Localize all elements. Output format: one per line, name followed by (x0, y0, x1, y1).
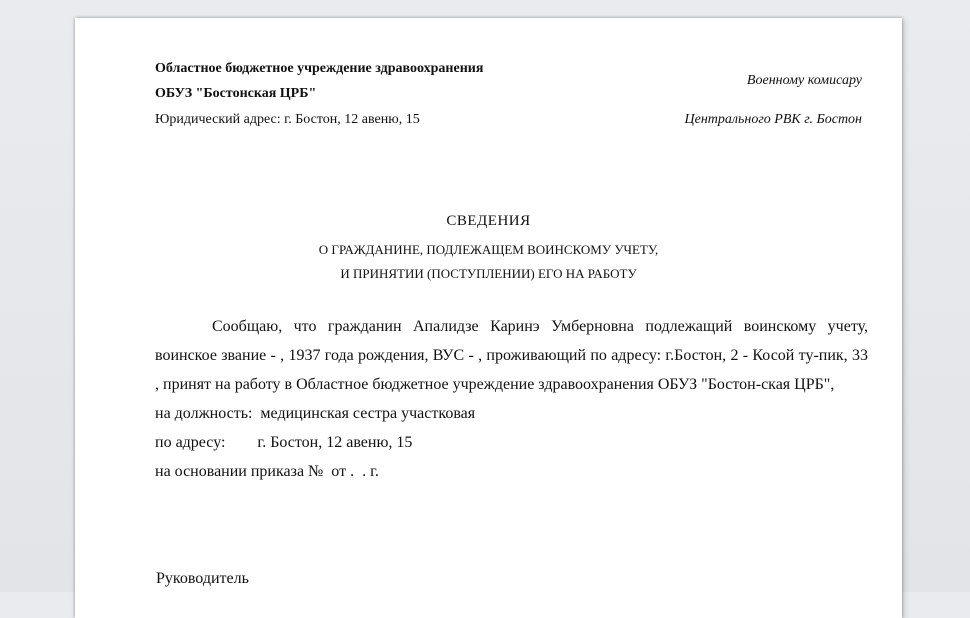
document-subtitle-line-1: О ГРАЖДАНИНЕ, ПОДЛЕЖАЩЕМ ВОИНСКОМУ УЧЕТУ, (318, 242, 659, 257)
body-paragraph: Сообщаю, что гражданин Апалидзе Каринэ Умберновна подлежащий воинскому учету, воинское звание - , 1937 года рождения, ВУС - , проживающий по адресу: г.Бостон, 2 - Косой ту-пик, 33 , принят на работу в Областное бюджетное учреждение здравоохранения ОБУЗ "Бостон-ская ЦРБ", (155, 318, 868, 393)
organization-name: Областное бюджетное учреждение здравоохранения (155, 61, 484, 76)
document-page (75, 18, 902, 618)
order-line: на основании приказа № от . . г. (155, 463, 379, 480)
document-title: СВЕДЕНИЯ (446, 213, 531, 229)
document-subtitle-line-2: И ПРИНЯТИИ (ПОСТУПЛЕНИИ) ЕГО НА РАБОТУ (340, 266, 637, 281)
document-body (155, 312, 868, 486)
recipient-office: Центрального РВК г. Бостон (684, 112, 862, 127)
organization-address: Юридический адрес: г. Бостон, 12 авеню, 15 (155, 112, 420, 127)
work-address-line: по адресу: г. Бостон, 12 авеню, 15 (155, 434, 413, 451)
organization-short-name: ОБУЗ "Бостонская ЦРБ" (155, 86, 317, 101)
signer-title: Руководитель (156, 570, 249, 587)
position-line: на должность: медицинская сестра участковая (155, 405, 476, 422)
recipient-title: Военному комисару (746, 73, 862, 88)
